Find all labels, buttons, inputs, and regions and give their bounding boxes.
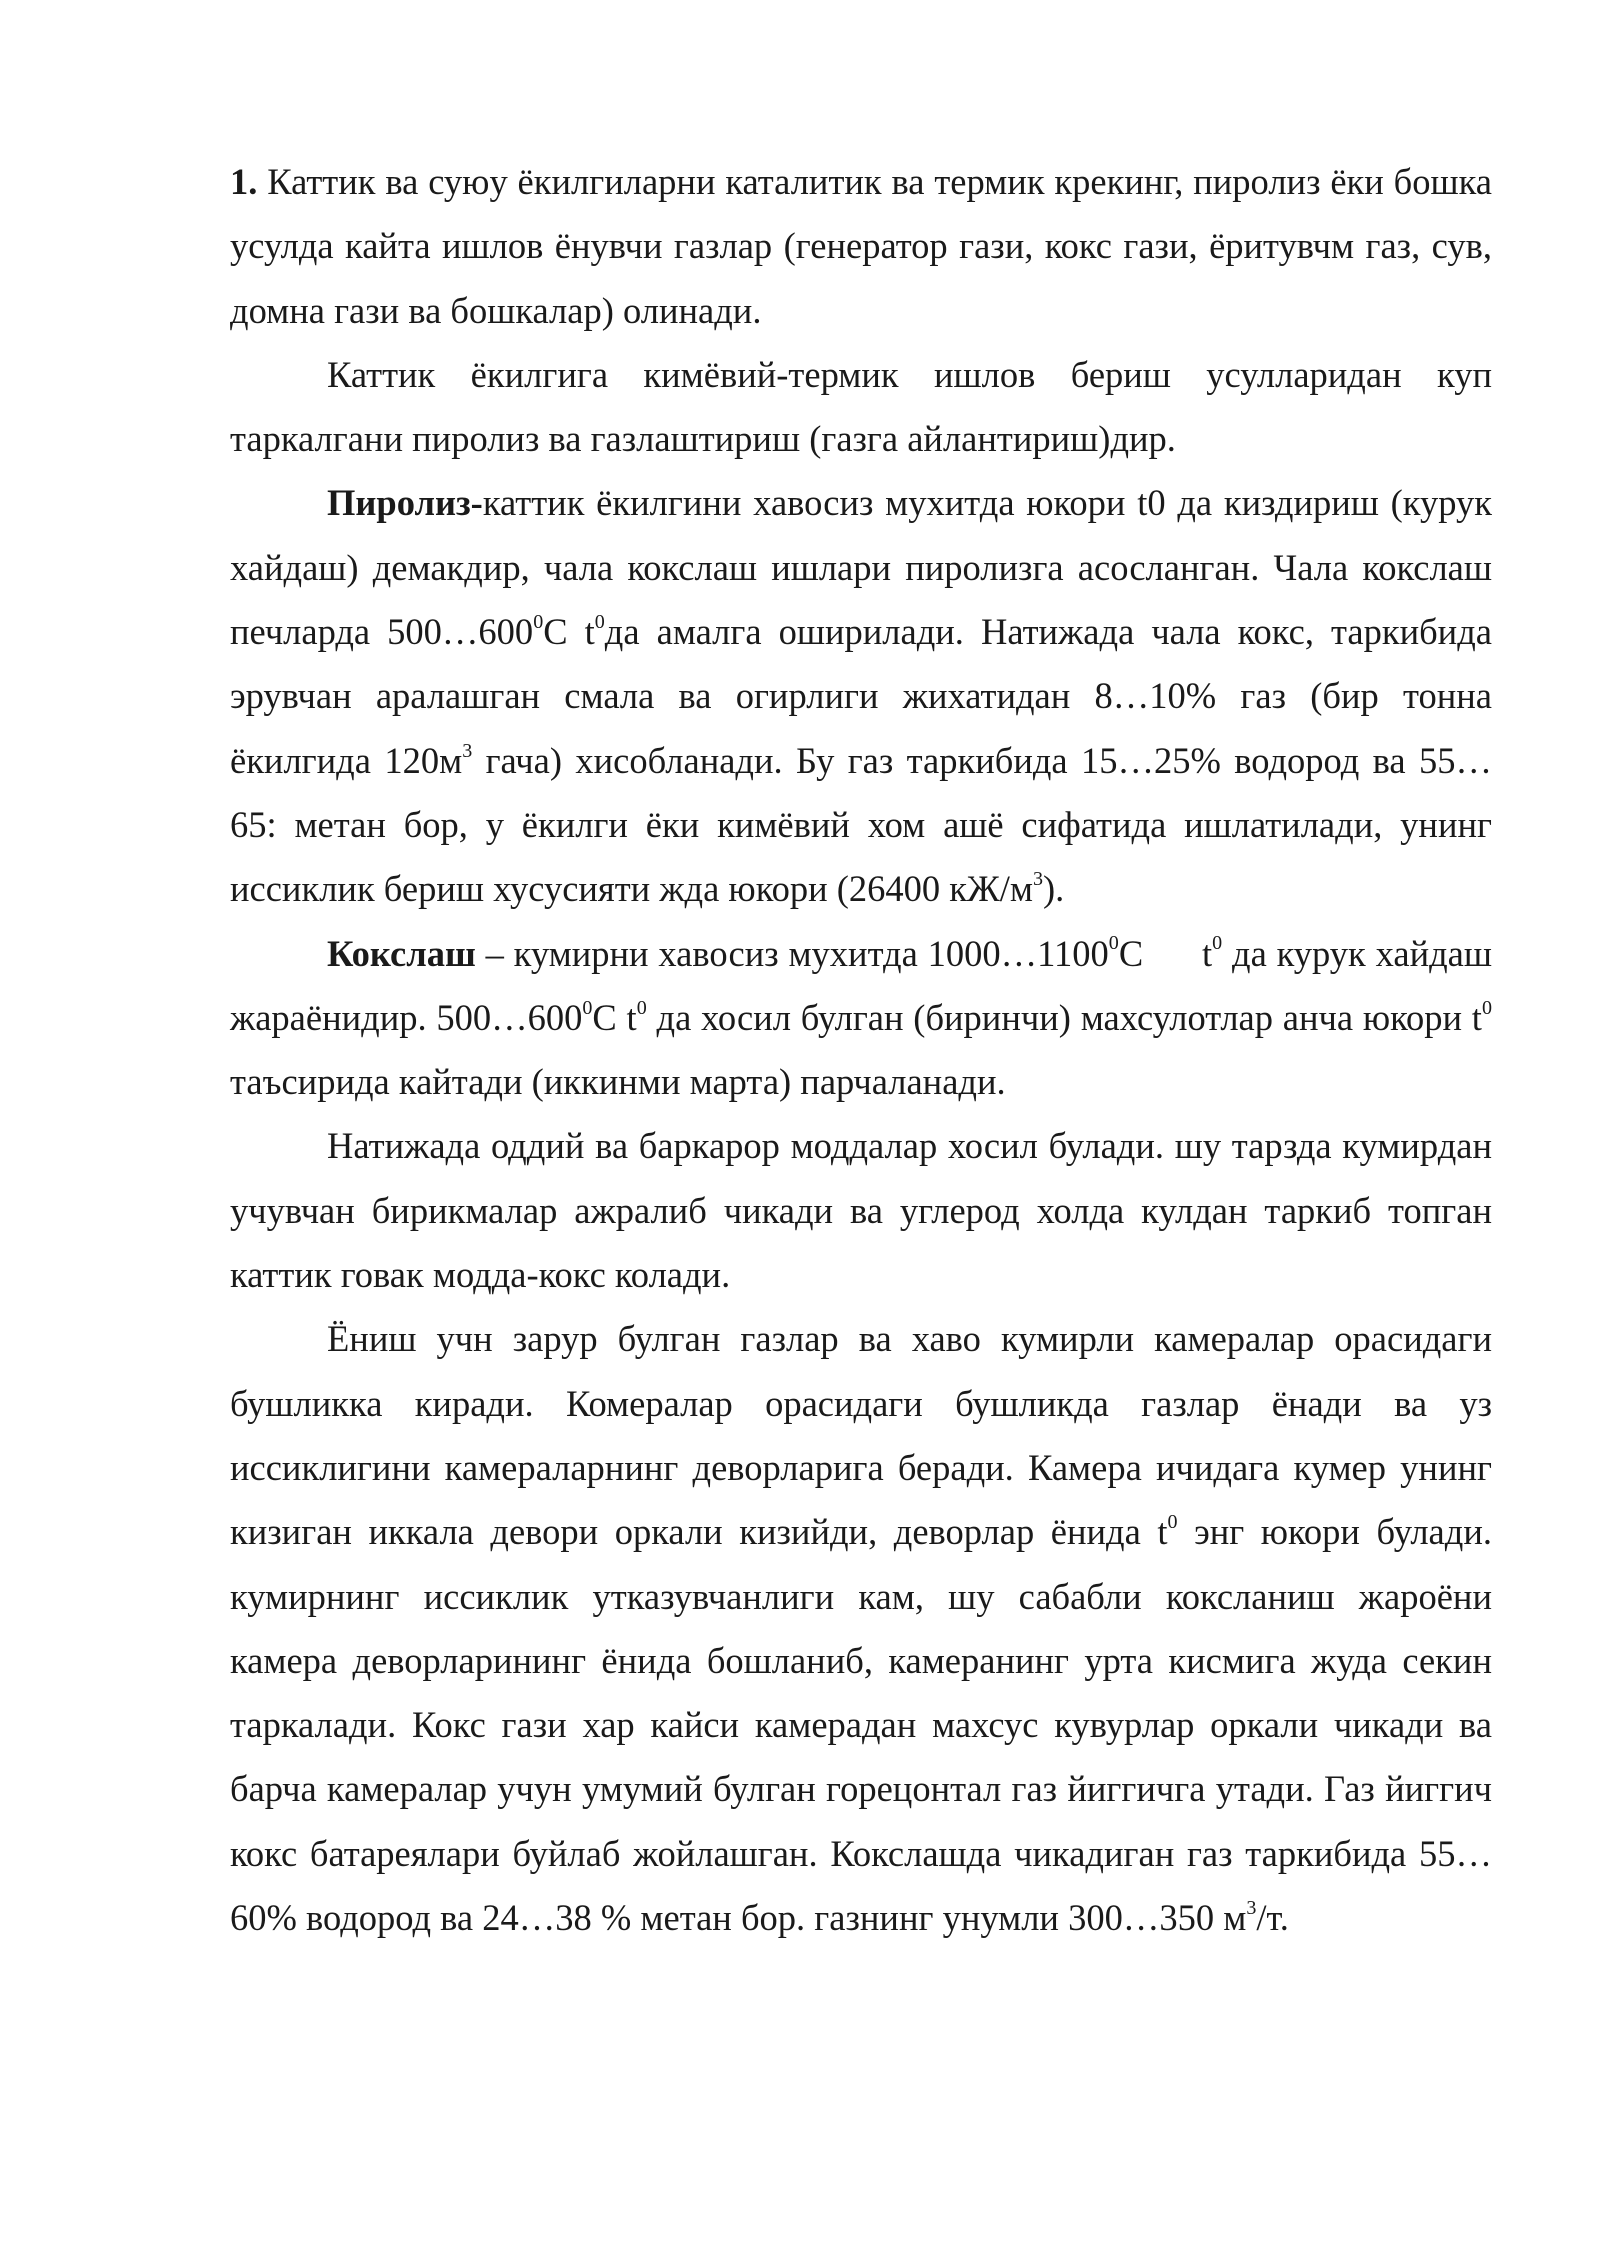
superscript: 0 — [1167, 1511, 1178, 1534]
pyrolysis-text-2: С t — [543, 611, 595, 653]
superscript: 0 — [594, 610, 605, 633]
coking-text-3: да курук хайдаш жараёнидир. 500…600 — [230, 932, 1492, 1038]
coking-text-4: С t — [592, 996, 637, 1038]
superscript: 0 — [1108, 932, 1119, 955]
coking-text-1: – кумирни хавосиз мухитда 1000…1100 — [475, 932, 1109, 974]
superscript: 0 — [1481, 996, 1492, 1019]
term-coking: Кокслаш — [327, 932, 476, 974]
paragraph-5-text: Натижада оддий ва баркарор моддалар хосил булади. шу тарзда кумирдан учувчан бирикмалар ажралиб чикади ва углерод холда кулдан таркиб топган каттик говак модда-кокс колади. — [230, 1125, 1492, 1296]
pyrolysis-text-5: ). — [1042, 868, 1065, 910]
coking-text-5: да хосил булган (биринчи) махсулотлар анча юкори t — [646, 996, 1482, 1038]
superscript: 0 — [1212, 932, 1223, 955]
paragraph-6-text-1: Ёниш учн зарур булган газлар ва хаво кумирли камералар орасидаги бушликка киради. Комералар орасидаги бушликда газлар ёнади ва уз иссиклигини камераларнинг деворларига беради. Камера ичидага кумер унинг кизиган иккала девори оркали кизийди, деворлар ёнида t — [230, 1318, 1492, 1553]
superscript: 3 — [462, 739, 473, 762]
document-page — [230, 150, 1492, 1950]
paragraph-pyrolysis — [230, 471, 1492, 921]
paragraph-1 — [230, 150, 1492, 343]
pyrolysis-text-3: да амалга оширилади. Натижада чала кокс, таркибида эрувчан аралашган смала ва огирлиги жихатидан 8…10% газ (бир тонна ёкилгида 120м — [230, 611, 1492, 781]
pyrolysis-text-1: каттик ёкилгини хавосиз мухитда юкори t0 да киздириш (курук хайдаш) демакдир, чала кокслаш ишлари пиролизга асосланган. Чала кокслаш печларда 500…600 — [230, 482, 1492, 653]
paragraph-6 — [230, 1307, 1492, 1950]
superscript: 3 — [1246, 1896, 1257, 1919]
paragraph-2-text: Каттик ёкилгига кимёвий-термик ишлов бериш усулларидан куп таркалгани пиролиз ва газлаштириш (газга айлантириш)дир. — [230, 353, 1492, 460]
superscript: 0 — [582, 996, 593, 1019]
section-number: 1. — [230, 161, 258, 202]
paragraph-6-text-3: /т. — [1256, 1897, 1289, 1939]
superscript: 0 — [636, 996, 647, 1019]
coking-text-2: С t — [1118, 932, 1213, 974]
pyrolysis-text-4: гача) хисобланади. Бу газ таркибида 15…25% водород ва 55…65: метан бор, у ёкилги ёки кимёвий хом ашё сифатида ишлатилади, унинг иссиклик бериш хусусияти жда юкори (26400 кЖ/м — [230, 739, 1492, 910]
superscript: 3 — [1032, 868, 1043, 891]
paragraph-5 — [230, 1114, 1492, 1307]
paragraph-coking — [230, 922, 1492, 1115]
coking-text-6: таъсирида кайтади (иккинми марта) парчаланади. — [230, 1061, 1006, 1103]
paragraph-6-text-2: энг юкори булади. кумирнинг иссиклик утказувчанлиги кам, шу сабабли коксланиш жароёни камера деворларининг ёнида бошланиб, камеранинг урта кисмига жуда секин таркалади. Кокс гази хар кайси камерадан махсус кувурлар оркали чикади ва барча камералар учун умумий булган горецонтал газ йиггичга утади. Газ йиггич кокс батареялари буйлаб жойлашган. Кокслашда чикадиган газ таркибида 55…60% водород ва 24…38 % метан бор. газнинг унумли 300…350 м — [230, 1511, 1492, 1939]
term-pyrolysis: Пиролиз- — [327, 482, 483, 524]
paragraph-1-text: Каттик ва суюу ёкилгиларни каталитик ва термик крекинг, пиролиз ёки бошка усулда кайта ишлов ёнувчи газлар (генератор гази, кокс гази, ёритувчм газ, сув, домна гази ва бошкалар) олинади. — [230, 161, 1492, 331]
superscript: 0 — [533, 610, 544, 633]
paragraph-2 — [230, 343, 1492, 472]
